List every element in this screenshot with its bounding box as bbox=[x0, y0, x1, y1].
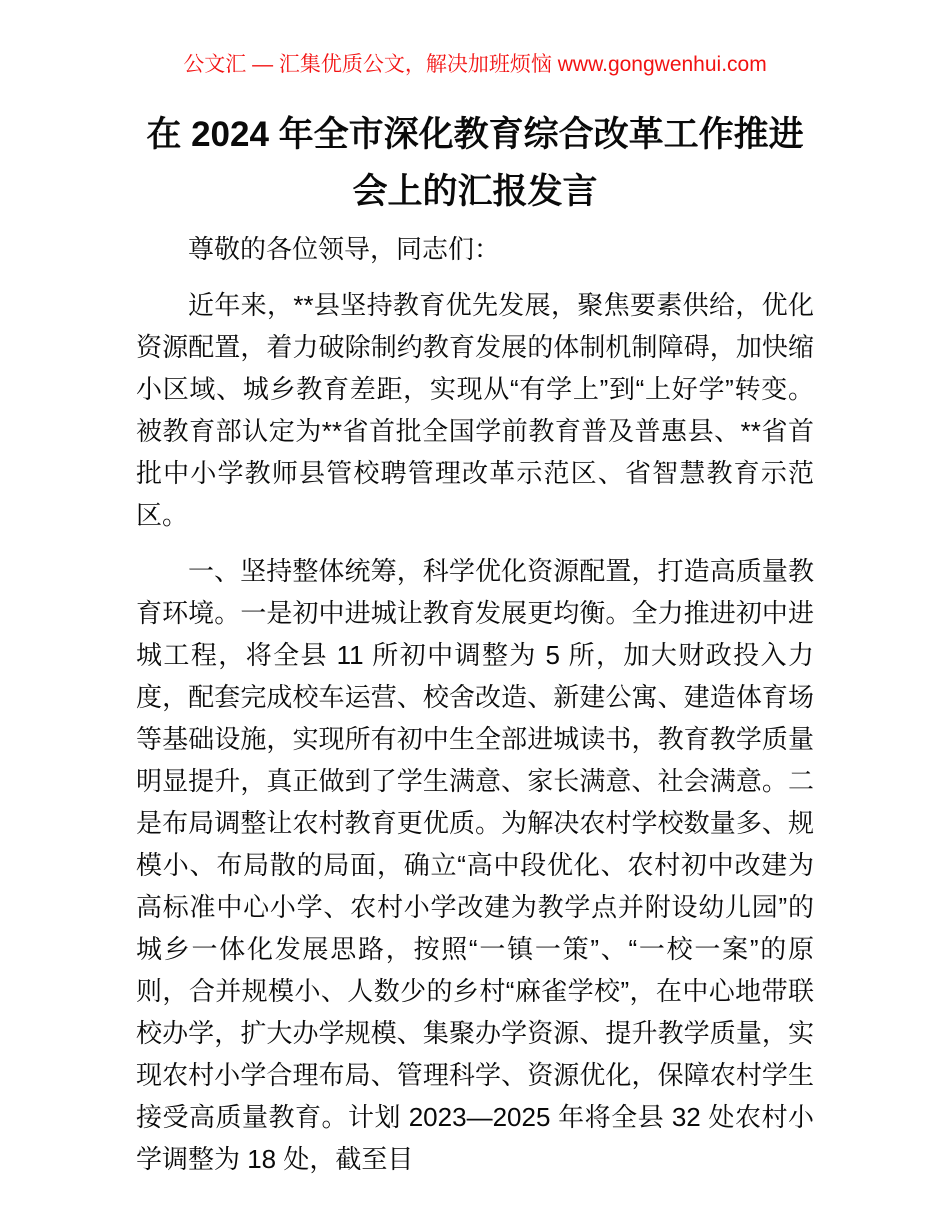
watermark-banner: 公文汇 — 汇集优质公文，解决加班烦恼 www.gongwenhui.com bbox=[183, 53, 767, 76]
paragraph-intro: 近年来，**县坚持教育优先发展，聚焦要素供给，优化资源配置，着力破除制约教育发展的体制机制障碍，加快缩小区域、城乡教育差距，实现从“有学上”到“上好学”转变。被教育部认定为**省首批全国学前教育普及普惠县、**省首批中小学教师县管校聘管理改革示范区、省智慧教育示范区。 bbox=[136, 290, 814, 530]
salutation-line: 尊敬的各位领导，同志们： bbox=[188, 234, 501, 264]
paragraph-section-one: 一、坚持整体统筹，科学优化资源配置，打造高质量教育环境。一是初中进城让教育发展更均衡。全力推进初中进城工程，将全县 11 所初中调整为 5 所，加大财政投入力度，配套完成校车运营、校舍改造、新建公寓、建造体育场等基础设施，实现所有初中生全部进城读书，教育教学质量明显提升，真正做到了学生满意、家长满意、社会满意。二是布局调整让农村教育更优质。为解决农村学校数量多、规模小、布局散的局面，确立“高中段优化、农村初中改建为高标准中心小学、农村小学改建为教学点并附设幼儿园”的城乡一体化发展思路，按照“一镇一策”、“一校一案”的原则，合并规模小、人数少的乡村“麻雀学校”，在中心地带联校办学，扩大办学规模、集聚办学资源、提升教学质量，实现农村小学合理布局、管理科学、资源优化，保障农村学生接受高质量教育。计划 2023—2025 年将全县 32 处农村小学调整为 18 处，截至目 bbox=[136, 556, 814, 1174]
document-body bbox=[136, 228, 814, 1180]
document-title: 在 2024 年全市深化教育综合改革工作推进会上的汇报发言 bbox=[146, 115, 804, 211]
